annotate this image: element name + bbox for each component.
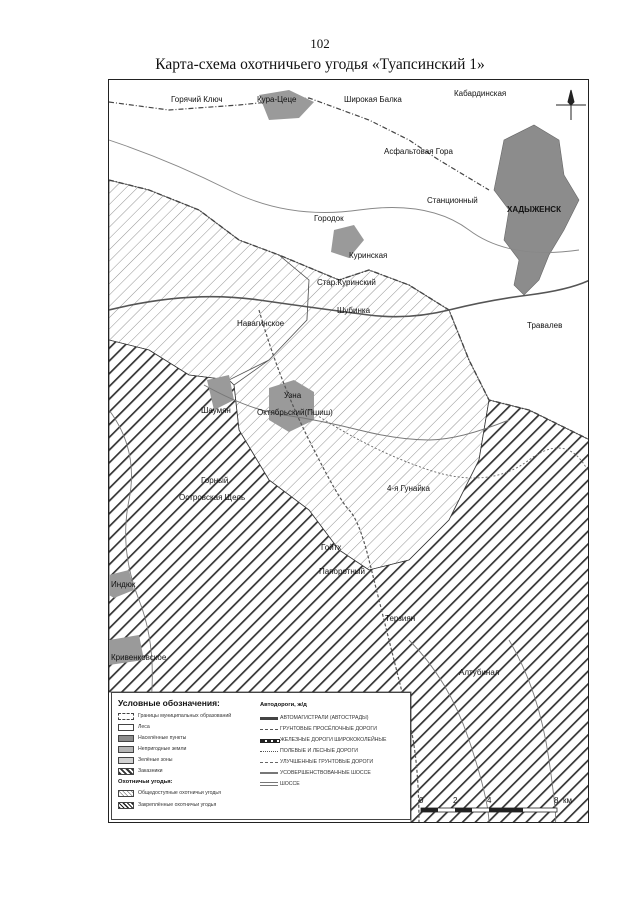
place-label: Асфальтовая Гора xyxy=(384,147,453,156)
place-label: Шубинка xyxy=(337,306,371,315)
map-title: Карта-схема охотничьего угодья «Туапсинский 1» xyxy=(155,56,485,73)
scale-unit: км xyxy=(563,796,572,805)
legend-swatch-green-zone xyxy=(118,757,134,764)
legend-swatch-wasteland xyxy=(118,746,134,753)
place-label: Гойтх xyxy=(321,543,342,552)
place-label: ХАДЫЖЕНСК xyxy=(507,205,561,214)
legend-road-swatch xyxy=(260,717,278,720)
map-frame[interactable] xyxy=(108,79,589,823)
place-label: Папоротный xyxy=(319,567,366,576)
legend-road-swatch xyxy=(260,729,278,730)
place-label: Горный xyxy=(201,476,229,485)
legend-swatch-forest xyxy=(118,724,134,731)
place-label: Островская Щель xyxy=(179,493,246,502)
legend-swatch-border xyxy=(118,713,134,720)
page-number: 102 xyxy=(310,36,330,51)
place-label: Широкая Балка xyxy=(344,95,402,104)
place-label: Кривенковское xyxy=(111,653,167,662)
place-label: 4-я Гунайка xyxy=(387,484,430,493)
place-label: Станционный xyxy=(427,196,478,205)
place-label: Кура-Цеце xyxy=(257,95,297,104)
legend-roads-header: Автодороги, ж/д xyxy=(260,702,307,708)
legend-swatch-settlement xyxy=(118,735,134,742)
legend-title: Условные обозначения: xyxy=(118,698,220,708)
legend-hunting-header: Охотничьи угодья: xyxy=(118,779,173,785)
scale-tick: 4 xyxy=(487,796,492,805)
place-label: Стар.Куринский xyxy=(317,278,376,287)
place-label: Алтубинал xyxy=(459,668,500,677)
legend-road-swatch xyxy=(260,751,278,752)
place-label: Узна xyxy=(284,391,302,400)
legend-swatch-fixed xyxy=(118,802,134,809)
scale-bar xyxy=(413,796,588,822)
legend-road-swatch xyxy=(260,739,280,743)
legend-road-swatch xyxy=(260,772,278,774)
place-label: Кабардинская xyxy=(454,89,507,98)
place-label: Октябрьский(Пшиш) xyxy=(257,408,333,417)
place-label: Травалев xyxy=(527,321,563,330)
north-arrow-icon xyxy=(556,90,586,120)
place-label: Городок xyxy=(314,214,344,223)
place-label: Терзиян xyxy=(385,614,416,623)
place-label: Горячий Ключ xyxy=(171,95,223,104)
legend-road-swatch xyxy=(260,782,278,786)
scale-tick: 2 xyxy=(453,796,458,805)
place-label: Навагинское xyxy=(237,319,285,328)
legend-swatch-reserve xyxy=(118,768,134,775)
place-label: Шаумян xyxy=(201,406,231,415)
scale-tick: 8 xyxy=(554,796,559,805)
place-label: Куринская xyxy=(349,251,388,260)
scale-tick: 0 xyxy=(419,796,424,805)
legend: Условные обозначения: Границы муниципальных образований Леса Населённые пункты Непригодные земли Зелёные зоны Заказники Охотничьи угодья: Общедоступные охотничьи угодья Закреплённые охотничьи угодья Автодороги, ж/д АВТОМАГИСТРАЛИ (АВТОСТРАДЫ) ГРУНТОВЫЕ ПРОСЁЛОЧНЫЕ ДОРОГИ ЖЕЛЕЗНЫЕ ДОРОГИ ШИРОКОКОЛЕЙНЫЕ ПОЛЕВЫЕ И ЛЕСНЫЕ ДОРОГИ УЛУЧШЕННЫЕ ГРУНТОВЫЕ ДОРОГИ УСОВЕРШЕНСТВОВАННЫЕ ШОССЕ ШОССЕ xyxy=(111,692,411,820)
scale-bar-graphic xyxy=(413,796,588,822)
legend-swatch-public xyxy=(118,790,134,797)
place-label: Индюк xyxy=(111,580,136,589)
legend-road-swatch xyxy=(260,762,278,763)
